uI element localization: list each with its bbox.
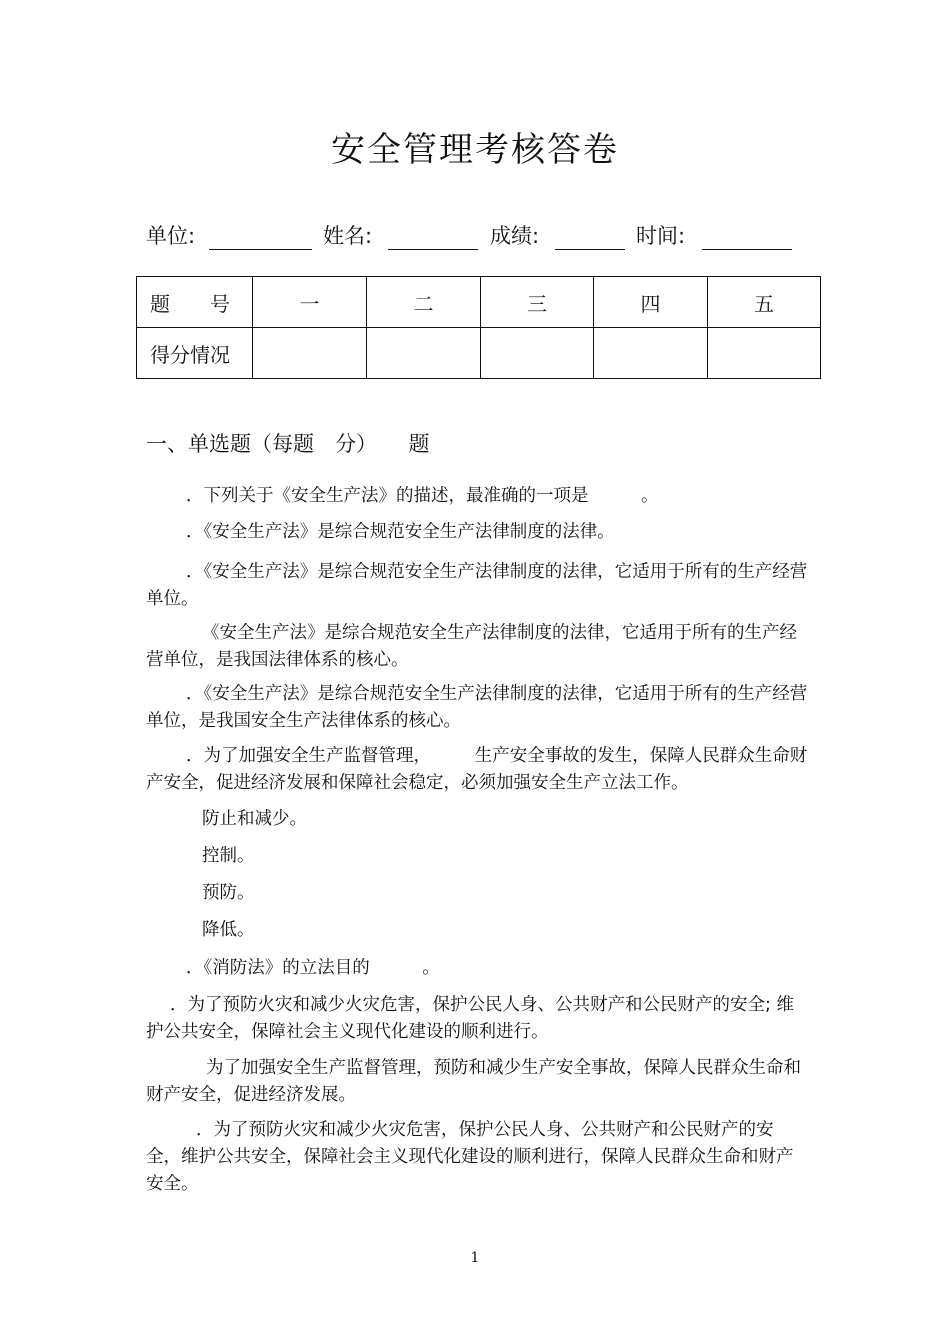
name-label: 姓名: <box>323 224 373 248</box>
question-1: ．下列关于《安全生产法》的描述，最准确的一项是 。 <box>186 486 659 506</box>
document-title: 安全管理考核答卷 <box>331 130 619 170</box>
question-1-option-a: ．《安全生产法》是综合规范安全生产法律制度的法律。 <box>186 522 615 542</box>
column-header: 五 <box>708 277 821 328</box>
question-2-option-d: 降低。 <box>202 920 255 940</box>
column-header: 三 <box>481 277 594 328</box>
column-header: 二 <box>367 277 481 328</box>
name-blank <box>388 249 478 250</box>
score-cell <box>594 328 708 379</box>
table-row <box>137 328 821 379</box>
unit-blank <box>209 249 312 250</box>
score-cell <box>481 328 594 379</box>
section-heading: 一、单选题（每题 分） 题 <box>146 432 430 456</box>
score-cell <box>367 328 481 379</box>
question-2-option-c: 预防。 <box>202 883 255 903</box>
question-3-option-a: ．为了预防火灾和减少火灾危害，保护公民人身、公共财产和公民财产的安全; 维护公共安全，保障社会主义现代化建设的顺利进行。 <box>146 995 794 1042</box>
question-3: ．《消防法》的立法目的 。 <box>186 958 440 978</box>
column-header: 一 <box>253 277 367 328</box>
time-label: 时间: <box>636 224 686 248</box>
question-3-option-c: ．为了预防火灾和减少火灾危害，保护公民人身、公共财产和公民财产的安全，维护公共安全，保障社会主义现代化建设的顺利进行，保障人民群众生命和财产安全。 <box>146 1120 794 1194</box>
question-1-option-b: ．《安全生产法》是综合规范安全生产法律制度的法律，它适用于所有的生产经营单位。 <box>146 562 808 609</box>
score-blank <box>555 249 625 250</box>
info-row <box>146 220 806 254</box>
question-number-header: 题 号 <box>137 277 253 328</box>
question-3-option-b: 为了加强安全生产监督管理，预防和减少生产安全事故，保障人民群众生命和财产安全，促进经济发展。 <box>146 1058 801 1105</box>
table-row <box>137 277 821 328</box>
score-cell <box>708 328 821 379</box>
column-header: 四 <box>594 277 708 328</box>
question-1-option-d: ．《安全生产法》是综合规范安全生产法律制度的法律，它适用于所有的生产经营单位，是我国安全生产法律体系的核心。 <box>146 684 808 731</box>
score-label: 成绩: <box>490 224 540 248</box>
score-cell <box>253 328 367 379</box>
question-1-option-c: 《安全生产法》是综合规范安全生产法律制度的法律，它适用于所有的生产经营单位，是我国法律体系的核心。 <box>146 623 797 670</box>
question-2: ．为了加强安全生产监督管理， 生产安全事故的发生，保障人民群众生命财产安全，促进经济发展和保障社会稳定，必须加强安全生产立法工作。 <box>146 746 808 793</box>
page-number: 1 <box>470 1250 480 1266</box>
question-2-option-a: 防止和减少。 <box>202 809 307 829</box>
time-blank <box>702 249 792 250</box>
unit-label: 单位: <box>146 224 196 248</box>
score-table <box>136 276 821 379</box>
question-2-option-b: 控制。 <box>202 846 255 866</box>
score-row-header: 得分情况 <box>137 328 253 379</box>
